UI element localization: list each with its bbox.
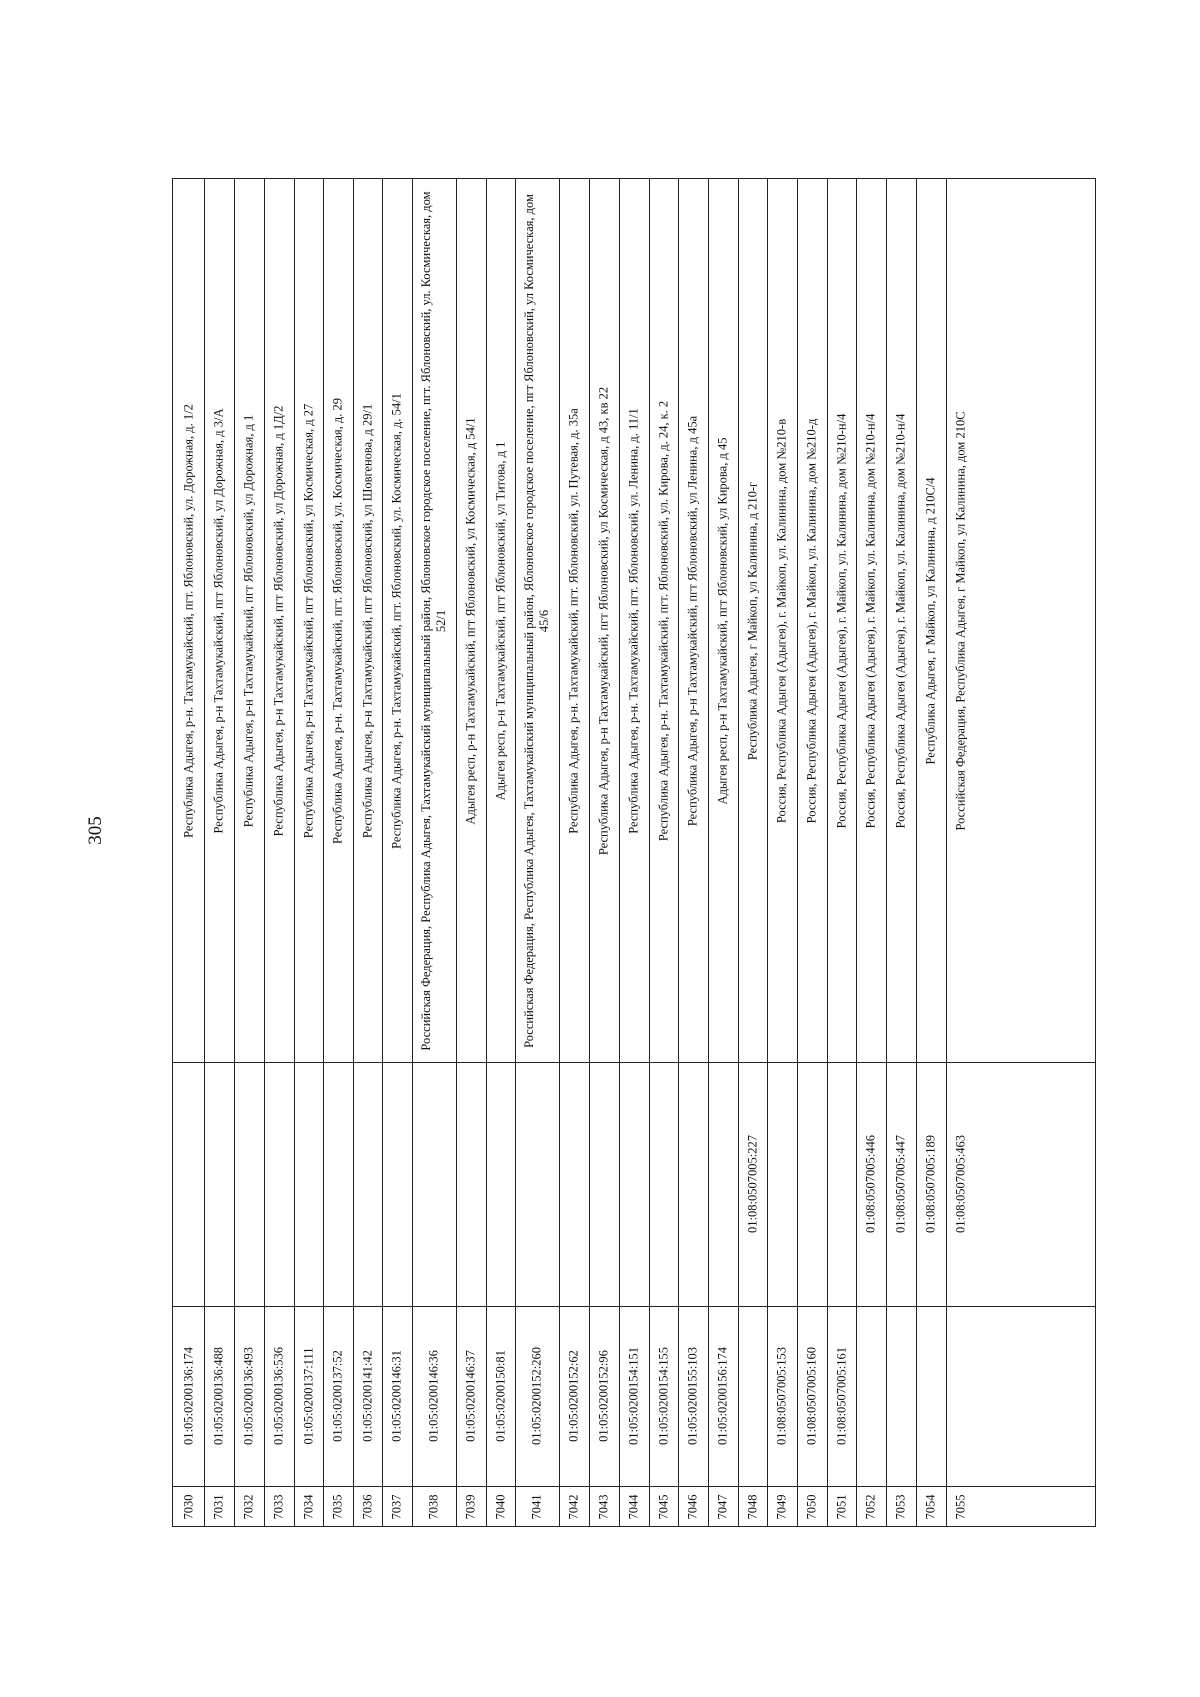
row-number-cell (856, 1486, 886, 1528)
address-cell-text: Республика Адыгея, р-н. Тахтамукайский, пгт. Яблоновский, ул. Космическая, д. 29 (330, 397, 345, 844)
address-cell (412, 179, 456, 1062)
cadastral-number-cell (294, 1306, 323, 1486)
row-number-cell (916, 1486, 946, 1528)
row-number-cell-text: 7044 (626, 1494, 641, 1520)
address-cell (294, 179, 323, 1062)
address-cell-text: Россия, Республика Адыгея (Адыгея), г. Майкоп, ул. Калинина, дом №210-д (804, 418, 819, 823)
row-number-cell-text: 7047 (715, 1494, 730, 1520)
row-number-cell-text: 7050 (804, 1494, 819, 1520)
cadastral-number-cell (234, 1306, 264, 1486)
row-number-cell (678, 1486, 708, 1528)
cadastral-number-cell-text: 01:05:0200152:62 (566, 1350, 581, 1442)
row-number-cell (738, 1486, 767, 1528)
address-cell (886, 179, 916, 1062)
address-cell (708, 179, 738, 1062)
address-cell (323, 179, 353, 1062)
cadastral-number-cell (353, 1306, 382, 1486)
address-cell-text: Республика Адыгея, р-н. Тахтамукайский, пгт. Яблоновский, ул. Кирова, д. 24, к. 2 (656, 400, 670, 841)
cadastral-number-cell (412, 1306, 456, 1486)
page-number (75, 800, 115, 860)
cadastral-number-cell (797, 1306, 827, 1486)
row-number-cell (234, 1486, 264, 1528)
address-cell (619, 179, 649, 1062)
address-cell (204, 179, 234, 1062)
row-number-cell (382, 1486, 412, 1528)
address-cell-text: Россия, Республика Адыгея (Адыгея), г. Майкоп, ул. Калинина, дом №210-н/4 (834, 413, 848, 828)
row-number-cell (797, 1486, 827, 1528)
address-cell-text: Адыгея респ, р-н Тахтамукайский, пгт Яблоновский, ул Титова, д 1 (493, 441, 507, 800)
row-number-cell (264, 1486, 294, 1528)
row-number-cell-text: 7046 (685, 1494, 700, 1520)
cadastral-number-cell (708, 1306, 738, 1486)
address-cell (559, 179, 589, 1062)
cadastral-number-cell (678, 1306, 708, 1486)
cadastral-number-cell (486, 1306, 515, 1486)
row-number-cell-text: 7031 (211, 1494, 226, 1520)
page-number-text: 305 (84, 815, 106, 845)
cadastral-number-cell-text: 01:05:0200146:36 (426, 1350, 441, 1442)
cadastral-number-secondary-cell (916, 1062, 946, 1306)
row-number-cell (619, 1486, 649, 1528)
cadastral-number-cell (323, 1306, 353, 1486)
cadastral-number-secondary-cell-text: 01:08:0507005:446 (863, 1135, 878, 1233)
cadastral-number-cell-text: 01:05:0200150:81 (493, 1350, 507, 1442)
address-cell (382, 179, 412, 1062)
address-cell-text: Республика Адыгея, р-н. Тахтамукайский, пгт. Яблоновский, ул. Космическая, д. 54/1 (389, 392, 404, 849)
address-cell-text: Республика Адыгея, г Майкоп, ул Калинина, д 210С/4 (923, 476, 938, 765)
address-cell-text: Российская Федерация, Республика Адыгея, г Майкоп, ул Калинина, дом 210С (953, 410, 968, 831)
cadastral-number-cell (619, 1306, 649, 1486)
address-cell-text: Республика Адыгея, р-н. Тахтамукайский, пгт. Яблоновский, ул. Ленина, д. 11/1 (626, 407, 641, 834)
address-cell-text: Россия, Республика Адыгея (Адыгея), г. Майкоп, ул. Калинина, дом №210-н/4 (893, 413, 908, 828)
row-number-cell (515, 1486, 559, 1528)
row-number-cell-text: 7036 (360, 1494, 374, 1520)
address-cell (827, 179, 856, 1062)
address-cell-text: Республика Адыгея, р-н Тахтамукайский, пгт Яблоновский, ул Дорожная, д 1Д/2 (271, 405, 286, 836)
address-cell-text: Республика Адыгея, р-н Тахтамукайский, пгт Яблоновский, ул Космическая, д 27 (301, 403, 315, 838)
cadastral-number-cell-text: 01:08:0507005:160 (804, 1347, 819, 1445)
address-cell-text: Республика Адыгея, р-н Тахтамукайский, пгт Яблоновский, ул Шовгенова, д 29/1 (360, 403, 374, 838)
row-number-cell-text: 7035 (330, 1494, 345, 1520)
row-number-cell (886, 1486, 916, 1528)
row-number-cell-text: 7034 (301, 1494, 315, 1520)
address-cell-text: Республика Адыгея, р-н. Тахтамукайский, пгт. Яблоновский, ул. Путевая, д. 35а (566, 407, 581, 834)
cadastral-number-cell-text: 01:08:0507005:153 (774, 1347, 789, 1445)
row-number-cell (946, 1486, 976, 1528)
row-number-cell-text: 7054 (923, 1494, 938, 1520)
cadastral-number-cell (264, 1306, 294, 1486)
address-cell-text: Республика Адыгея, р-н Тахтамукайский, пгт Яблоновский, ул Космическая, д 43, кв 22 (596, 386, 611, 855)
address-cell (456, 179, 486, 1062)
address-cell (264, 179, 294, 1062)
cadastral-number-secondary-cell (886, 1062, 916, 1306)
cadastral-number-cell-text: 01:05:0200137:111 (301, 1347, 315, 1445)
address-cell (678, 179, 708, 1062)
row-number-cell (323, 1486, 353, 1528)
row-number-cell-text: 7030 (181, 1494, 195, 1520)
row-number-cell-text: 7039 (463, 1494, 478, 1520)
row-number-cell (589, 1486, 619, 1528)
row-number-cell (827, 1486, 856, 1528)
address-cell-text: Республика Адыгея, г Майкоп, ул Калинина, д 210-г (745, 481, 759, 760)
row-number-cell (767, 1486, 797, 1528)
cadastral-number-cell-text: 01:05:0200156:174 (715, 1347, 730, 1445)
cadastral-number-cell (589, 1306, 619, 1486)
cadastral-number-cell (827, 1306, 856, 1486)
address-cell (797, 179, 827, 1062)
row-number-cell (204, 1486, 234, 1528)
address-cell (946, 179, 976, 1062)
address-cell-text: Россия, Республика Адыгея (Адыгея), г. Майкоп, ул. Калинина, дом №210-н/4 (863, 413, 878, 828)
cadastral-number-cell (382, 1306, 412, 1486)
row-number-cell (559, 1486, 589, 1528)
address-cell (767, 179, 797, 1062)
address-cell-text: Адыгея респ, р-н Тахтамукайский, пгт Яблоновский, ул Космическая, д 54/1 (463, 416, 478, 825)
cadastral-number-cell-text: 01:05:0200146:37 (463, 1350, 478, 1442)
address-cell-text: Республика Адыгея, р-н Тахтамукайский, пгт Яблоновский, ул Дорожная, д 1 (241, 414, 256, 827)
row-number-cell (649, 1486, 678, 1528)
cadastral-number-secondary-cell-text: 01:08:0507005:463 (953, 1135, 968, 1233)
address-cell-text: Республика Адыгея, р-н. Тахтамукайский, пгт. Яблоновский, ул. Дорожная, д. 1/2 (181, 403, 195, 838)
cadastral-number-cell-text: 01:05:0200154:151 (626, 1347, 641, 1445)
cadastral-number-cell (649, 1306, 678, 1486)
cadastral-number-secondary-cell-text: 01:08:0507005:227 (745, 1135, 759, 1233)
row-number-cell-text: 7045 (656, 1494, 670, 1520)
cadastral-number-secondary-cell (738, 1062, 767, 1306)
cadastral-number-cell-text: 01:05:0200136:536 (271, 1347, 286, 1445)
address-table (172, 178, 1096, 1527)
address-cell-text: Российская Федерация, Республика Адыгея, Тахтамукайский муниципальный район, Яблоновское городское поселение, пгт. Яблоновский, ул. Космическая, дом 52/1 (419, 190, 448, 1051)
row-number-cell-text: 7053 (893, 1494, 908, 1520)
cadastral-number-cell (204, 1306, 234, 1486)
cadastral-number-cell (173, 1306, 204, 1486)
row-number-cell (486, 1486, 515, 1528)
address-cell-text: Российская Федерация, Республика Адыгея, Тахтамукайский муниципальный район, Яблоновское городское поселение, пгт Яблоновский, ул Космическая, дом 45/6 (522, 193, 551, 1048)
row-number-cell-text: 7041 (529, 1494, 544, 1520)
cadastral-number-cell-text: 01:05:0200155:103 (685, 1347, 700, 1445)
address-cell-text: Республика Адыгея, р-н Тахтамукайский, пгт Яблоновский, ул Дорожная, д 3/А (211, 408, 226, 833)
cadastral-number-secondary-cell-text: 01:08:0507005:447 (893, 1135, 908, 1233)
address-cell (173, 179, 204, 1062)
cadastral-number-cell-text: 01:05:0200146:31 (389, 1350, 404, 1442)
cadastral-number-cell-text: 01:05:0200141:42 (360, 1350, 374, 1442)
address-cell (649, 179, 678, 1062)
row-number-cell-text: 7037 (389, 1494, 404, 1520)
row-number-cell-text: 7048 (745, 1494, 759, 1520)
cadastral-number-cell-text: 01:05:0200136:493 (241, 1347, 256, 1445)
cadastral-number-cell (559, 1306, 589, 1486)
cadastral-number-cell-text: 01:08:0507005:161 (834, 1347, 848, 1445)
row-number-cell (294, 1486, 323, 1528)
cadastral-number-cell (456, 1306, 486, 1486)
cadastral-number-cell-text: 01:05:0200154:155 (656, 1347, 670, 1445)
cadastral-number-secondary-cell (946, 1062, 976, 1306)
row-number-cell-text: 7042 (566, 1494, 581, 1520)
cadastral-number-secondary-cell (856, 1062, 886, 1306)
row-number-cell-text: 7038 (426, 1494, 441, 1520)
row-number-cell-text: 7055 (953, 1494, 968, 1520)
row-number-cell-text: 7049 (774, 1494, 789, 1520)
row-number-cell (353, 1486, 382, 1528)
cadastral-number-cell-text: 01:05:0200137:52 (330, 1350, 345, 1442)
address-cell (486, 179, 515, 1062)
row-number-cell-text: 7032 (241, 1494, 256, 1520)
address-cell (234, 179, 264, 1062)
row-number-cell (412, 1486, 456, 1528)
address-cell-text: Республика Адыгея, р-н Тахтамукайский, пгт Яблоновский, ул Ленина, д 45а (685, 415, 700, 826)
row-number-cell-text: 7040 (493, 1494, 507, 1520)
row-number-cell-text: 7033 (271, 1494, 286, 1520)
cadastral-number-cell-text: 01:05:0200152:260 (529, 1347, 544, 1445)
address-cell-text: Адыгея респ, р-н Тахтамукайский, пгт Яблоновский, ул Кирова, д 45 (715, 437, 730, 804)
row-number-cell-text: 7051 (834, 1494, 848, 1520)
row-number-cell-text: 7043 (596, 1494, 611, 1520)
row-number-cell (456, 1486, 486, 1528)
row-number-cell (173, 1486, 204, 1528)
address-cell (589, 179, 619, 1062)
address-cell (916, 179, 946, 1062)
row-number-cell (708, 1486, 738, 1528)
cadastral-number-cell (515, 1306, 559, 1486)
address-cell-text: Россия, Республика Адыгея (Адыгея), г. Майкоп, ул. Калинина, дом №210-в (774, 418, 789, 823)
cadastral-number-cell-text: 01:05:0200136:488 (211, 1347, 226, 1445)
address-cell (515, 179, 559, 1062)
address-cell (856, 179, 886, 1062)
cadastral-number-cell-text: 01:05:0200152:96 (596, 1350, 611, 1442)
cadastral-number-cell (767, 1306, 797, 1486)
row-number-cell-text: 7052 (863, 1494, 878, 1520)
address-cell (353, 179, 382, 1062)
cadastral-number-cell-text: 01:05:0200136:174 (181, 1347, 195, 1445)
address-cell (738, 179, 767, 1062)
cadastral-number-secondary-cell-text: 01:08:0507005:189 (923, 1135, 938, 1233)
